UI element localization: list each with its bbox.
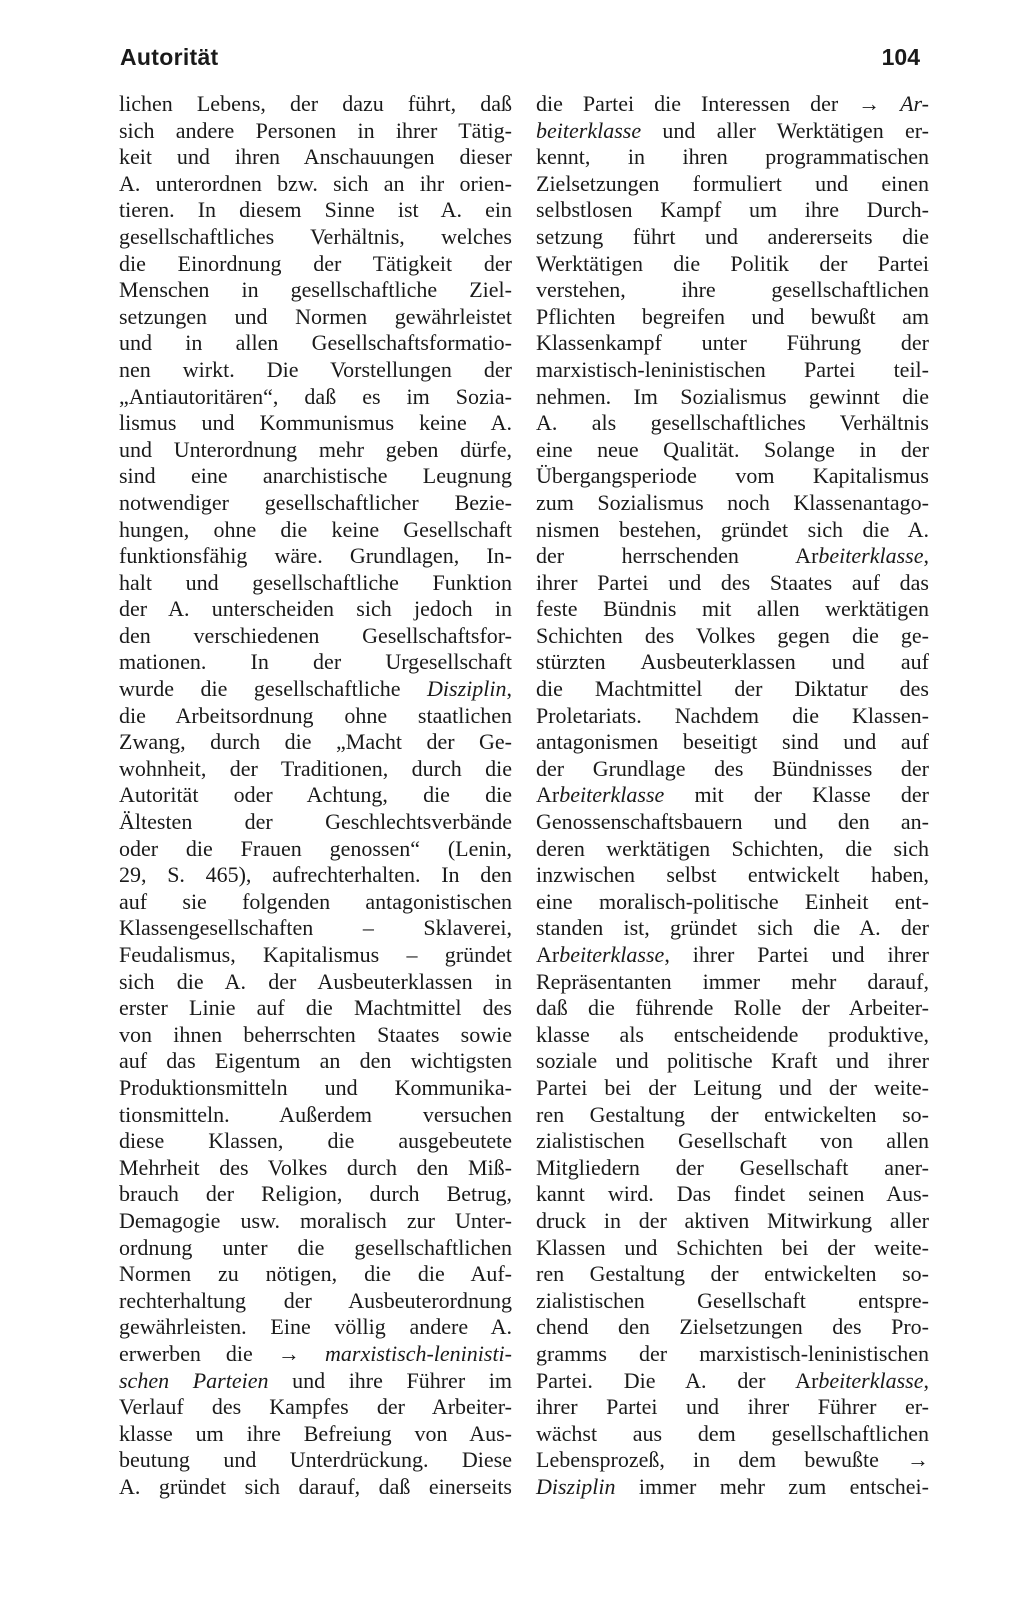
text-line: keit und ihren Anschauungen dieser: [119, 144, 512, 170]
text-line: der A. unterscheiden sich jedoch in: [119, 596, 512, 622]
text-line: inzwischen selbst entwickelt haben,: [536, 862, 929, 888]
text-line: funktionsfähig wäre. Grundlagen, In-: [119, 543, 512, 569]
text-line: Klassenkampf unter Führung der: [536, 330, 929, 356]
text-line: Klassen und Schichten bei der weite-: [536, 1234, 929, 1260]
text-line: und in allen Gesellschaftsformatio-: [119, 330, 512, 356]
text-line: der herrschenden Arbeiterklasse,: [536, 543, 929, 569]
text-line: feste Bündnis mit allen werktätigen: [536, 596, 929, 622]
text-line: setzungen und Normen gewährleistet: [119, 303, 512, 329]
text-line: Genossenschaftsbauern und den an-: [536, 809, 929, 835]
text-line: Verlauf des Kampfes der Arbeiter-: [119, 1394, 512, 1420]
text-line: standen ist, gründet sich die A. der: [536, 915, 929, 941]
text-line: Feudalismus, Kapitalismus – gründet: [119, 942, 512, 967]
text-line: marxistisch-leninistischen Partei teil-: [536, 356, 929, 382]
text-line: nehmen. Im Sozialismus gewinnt die: [536, 383, 929, 409]
text-line: 29, S. 465), aufrechterhalten. In den: [119, 862, 512, 888]
page-number: 104: [881, 44, 920, 70]
text-line: brauch der Religion, durch Betrug,: [119, 1181, 512, 1207]
text-line: wohnheit, der Traditionen, durch die: [119, 755, 512, 781]
text-line: sich die A. der Ausbeuterklassen in: [119, 968, 512, 994]
text-line: Partei bei der Leitung und der weite-: [536, 1074, 929, 1100]
text-line: gesellschaftliches Verhältnis, welches: [119, 223, 512, 249]
text-line: Zwang, durch die „Macht der Ge-: [119, 729, 512, 755]
text-line: Partei. Die A. der Arbeiterklasse,: [536, 1367, 929, 1393]
text-line: oder die Frauen genossen“ (Lenin,: [119, 835, 512, 861]
text-line: diese Klassen, die ausgebeutete: [119, 1128, 512, 1154]
text-line: Arbeiterklasse mit der Klasse der: [536, 782, 929, 808]
text-line: Klassengesellschaften – Sklaverei,: [119, 915, 512, 941]
right-column: [536, 91, 929, 1500]
text-line: ihrer Partei und ihrer Führer er-: [536, 1394, 929, 1420]
text-line: notwendiger gesellschaftlicher Bezie-: [119, 489, 512, 515]
text-line: ihrer Partei und des Staates auf das: [536, 569, 929, 595]
text-line: den verschiedenen Gesellschaftsfor-: [119, 622, 512, 648]
text-line: Lebensprozeß, in dem bewußte →: [536, 1447, 929, 1473]
text-line: die Einordnung der Tätigkeit der: [119, 250, 512, 276]
text-line: erwerben die → marxistisch-leninisti-: [119, 1340, 512, 1366]
text-line: zum Sozialismus noch Klassenantago-: [536, 489, 929, 515]
text-line: „Antiautoritären“, daß es im Sozia-: [119, 383, 512, 409]
text-line: daß die führende Rolle der Arbeiter-: [536, 995, 929, 1021]
text-line: nen wirkt. Die Vorstellungen der: [119, 356, 512, 382]
text-line: stürzten Ausbeuterklassen und auf: [536, 649, 929, 675]
text-line: zialistischen Gesellschaft von allen: [536, 1128, 929, 1154]
text-line: halt und gesellschaftliche Funktion: [119, 569, 512, 595]
text-line: Zielsetzungen formuliert und einen: [536, 170, 929, 196]
text-line: verstehen, ihre gesellschaftlichen: [536, 277, 929, 303]
text-line: beiterklasse und aller Werktätigen er-: [536, 117, 929, 143]
text-line: beutung und Unterdrückung. Diese: [119, 1447, 512, 1473]
text-line: Demagogie usw. moralisch zur Unter-: [119, 1207, 512, 1233]
text-line: gramms der marxistisch-leninistischen: [536, 1340, 929, 1366]
text-line: erster Linie auf die Machtmittel des: [119, 995, 512, 1021]
page-header: [120, 44, 920, 84]
text-line: A. gründet sich darauf, daß einerseits: [119, 1473, 512, 1499]
text-line: auf sie folgenden antagonistischen: [119, 888, 512, 914]
text-line: klasse um ihre Befreiung von Aus-: [119, 1420, 512, 1446]
text-line: lismus und Kommunismus keine A.: [119, 410, 512, 436]
text-line: Schichten des Volkes gegen die ge-: [536, 622, 929, 648]
left-column: [119, 91, 512, 1500]
text-line: A. unterordnen bzw. sich an ihr orien-: [119, 170, 512, 196]
text-line: sich andere Personen in ihrer Tätig-: [119, 117, 512, 143]
text-line: A. als gesellschaftliches Verhältnis: [536, 410, 929, 436]
text-line: die Partei die Interessen der → Ar-: [536, 91, 929, 116]
text-line: tieren. In diesem Sinne ist A. ein: [119, 197, 512, 223]
text-line: deren werktätigen Schichten, die sich: [536, 835, 929, 861]
text-line: die Machtmittel der Diktatur des: [536, 676, 929, 702]
text-line: wächst aus dem gesellschaftlichen: [536, 1420, 929, 1446]
text-line: rechterhaltung der Ausbeuterordnung: [119, 1287, 512, 1313]
text-line: Ältesten der Geschlechtsverbände: [119, 809, 512, 835]
text-line: Mehrheit des Volkes durch den Miß-: [119, 1154, 512, 1180]
text-line: mationen. In der Urgesellschaft: [119, 649, 512, 675]
text-line: lichen Lebens, der dazu führt, daß: [119, 91, 512, 116]
text-line: Werktätigen die Politik der Partei: [536, 250, 929, 276]
text-line: zialistischen Gesellschaft entspre-: [536, 1287, 929, 1313]
text-line: Repräsentanten immer mehr darauf,: [536, 968, 929, 994]
text-line: eine moralisch-politische Einheit ent-: [536, 888, 929, 914]
text-line: setzung führt und andererseits die: [536, 223, 929, 249]
text-line: Menschen in gesellschaftliche Ziel-: [119, 277, 512, 303]
text-line: schen Parteien und ihre Führer im: [119, 1367, 512, 1393]
text-line: auf das Eigentum an den wichtigsten: [119, 1048, 512, 1074]
text-line: Pflichten begreifen und bewußt am: [536, 303, 929, 329]
text-line: Autorität oder Achtung, die die: [119, 782, 512, 808]
text-line: selbstlosen Kampf um ihre Durch-: [536, 197, 929, 223]
text-line: sind eine anarchistische Leugnung: [119, 463, 512, 489]
text-line: klasse als entscheidende produktive,: [536, 1021, 929, 1047]
text-line: tionsmitteln. Außerdem versuchen: [119, 1101, 512, 1127]
text-line: antagonismen beseitigt sind und auf: [536, 729, 929, 755]
text-line: ordnung unter die gesellschaftlichen: [119, 1234, 512, 1260]
text-line: gewährleisten. Eine völlig andere A.: [119, 1314, 512, 1340]
text-line: kennt, in ihren programmatischen: [536, 144, 929, 170]
text-line: druck in der aktiven Mitwirkung aller: [536, 1207, 929, 1233]
text-line: die Arbeitsordnung ohne staatlichen: [119, 702, 512, 728]
text-line: Produktionsmitteln und Kommunika-: [119, 1074, 512, 1100]
text-line: und Unterordnung mehr geben dürfe,: [119, 436, 512, 462]
text-line: Normen zu nötigen, die die Auf-: [119, 1261, 512, 1287]
text-line: wurde die gesellschaftliche Disziplin,: [119, 676, 512, 702]
text-line: ren Gestaltung der entwickelten so-: [536, 1101, 929, 1127]
text-line: ren Gestaltung der entwickelten so-: [536, 1261, 929, 1287]
text-line: von ihnen beherrschten Staates sowie: [119, 1021, 512, 1047]
text-line: Disziplin immer mehr zum entschei-: [536, 1473, 929, 1499]
text-line: Proletariats. Nachdem die Klassen-: [536, 702, 929, 728]
text-line: soziale und politische Kraft und ihrer: [536, 1048, 929, 1074]
text-line: Mitgliedern der Gesellschaft aner-: [536, 1154, 929, 1180]
text-line: nismen bestehen, gründet sich die A.: [536, 516, 929, 542]
text-line: Arbeiterklasse, ihrer Partei und ihrer: [536, 942, 929, 967]
running-head: Autorität: [120, 44, 219, 70]
text-line: chend den Zielsetzungen des Pro-: [536, 1314, 929, 1340]
text-line: der Grundlage des Bündnisses der: [536, 755, 929, 781]
text-line: kannt wird. Das findet seinen Aus-: [536, 1181, 929, 1207]
text-line: hungen, ohne die keine Gesellschaft: [119, 516, 512, 542]
text-line: eine neue Qualität. Solange in der: [536, 436, 929, 462]
text-line: Übergangsperiode vom Kapitalismus: [536, 463, 929, 489]
